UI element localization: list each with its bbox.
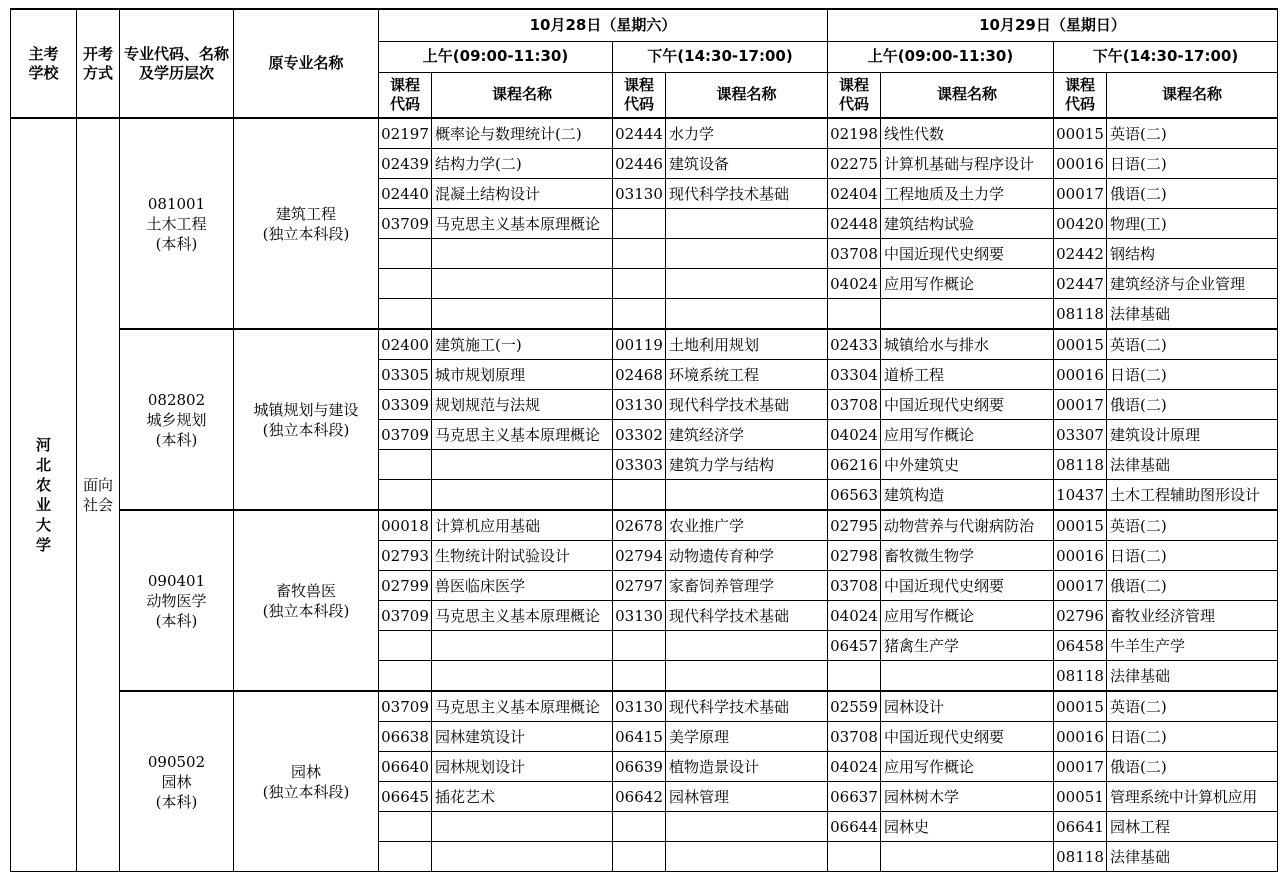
course-code: 03309 [379, 390, 432, 420]
course-name: 法律基础 [1107, 299, 1278, 330]
course-code: 06458 [1054, 631, 1107, 661]
course-code: 06638 [379, 722, 432, 752]
course-name: 管理系统中计算机应用 [1107, 782, 1278, 812]
course-name: 中国近现代史纲要 [881, 390, 1054, 420]
course-name [432, 299, 613, 330]
course-name: 土木工程辅助图形设计 [1107, 480, 1278, 511]
major-name: 土木工程 [146, 214, 207, 233]
major-name: 园林 [161, 772, 192, 791]
course-name: 中国近现代史纲要 [881, 571, 1054, 601]
course-name: 英语(二) [1107, 329, 1278, 360]
course-name [666, 812, 828, 842]
orig-name: 畜牧兽医 [275, 581, 336, 600]
course-name: 物理(工) [1107, 209, 1278, 239]
course-name: 兽医临床医学 [432, 571, 613, 601]
header-course-name: 课程名称 [432, 72, 613, 118]
course-code [379, 842, 432, 872]
header-day1-am: 上午(09:00-11:30) [379, 41, 613, 72]
orig-major-cell [234, 510, 379, 691]
course-code: 00016 [1054, 360, 1107, 390]
course-name: 生物统计附试验设计 [432, 541, 613, 571]
course-name: 插花艺术 [432, 782, 613, 812]
course-code: 06216 [828, 450, 881, 480]
header-day2-pm: 下午(14:30-17:00) [1054, 41, 1278, 72]
course-name [666, 480, 828, 511]
course-code: 08118 [1054, 299, 1107, 330]
course-code: 02439 [379, 149, 432, 179]
course-name: 规划规范与法规 [432, 390, 613, 420]
course-name: 法律基础 [1107, 842, 1278, 872]
course-name: 工程地质及土力学 [881, 179, 1054, 209]
course-name [666, 299, 828, 330]
major-name: 动物医学 [146, 591, 207, 610]
course-name: 钢结构 [1107, 239, 1278, 269]
course-name: 中国近现代史纲要 [881, 722, 1054, 752]
course-name: 现代科学技术基础 [666, 601, 828, 631]
course-code: 02795 [828, 510, 881, 541]
course-code: 04024 [828, 420, 881, 450]
course-code: 02559 [828, 691, 881, 722]
school-name: 河北农业大学 [35, 436, 51, 554]
course-code: 03303 [613, 450, 666, 480]
course-name: 马克思主义基本原理概论 [432, 691, 613, 722]
major-cell [120, 691, 234, 872]
course-name: 日语(二) [1107, 149, 1278, 179]
course-name: 建筑结构试验 [881, 209, 1054, 239]
course-code: 02798 [828, 541, 881, 571]
course-code: 03302 [613, 420, 666, 450]
course-name: 现代科学技术基础 [666, 691, 828, 722]
course-code [613, 239, 666, 269]
course-name: 英语(二) [1107, 691, 1278, 722]
major-code: 081001 [147, 194, 206, 213]
course-code: 00119 [613, 329, 666, 360]
major-cell [120, 329, 234, 510]
course-code: 06639 [613, 752, 666, 782]
major-name: 城乡规划 [146, 410, 207, 429]
course-name: 建筑施工(一) [432, 329, 613, 360]
course-name: 园林工程 [1107, 812, 1278, 842]
course-name: 园林设计 [881, 691, 1054, 722]
course-code [379, 812, 432, 842]
header-orig-major: 原专业名称 [234, 9, 379, 118]
course-name [881, 842, 1054, 872]
header-day1: 10月28日（星期六） [379, 9, 828, 41]
course-name: 中外建筑史 [881, 450, 1054, 480]
course-name: 园林管理 [666, 782, 828, 812]
course-name [432, 269, 613, 299]
orig-major-cell [234, 329, 379, 510]
course-name: 应用写作概论 [881, 752, 1054, 782]
course-name: 猪禽生产学 [881, 631, 1054, 661]
course-code: 02198 [828, 118, 881, 149]
course-name [432, 842, 613, 872]
header-course-code: 课程代码 [613, 72, 666, 118]
course-name [666, 269, 828, 299]
exam-mode: 面向社会 [82, 476, 113, 514]
course-name: 马克思主义基本原理概论 [432, 209, 613, 239]
course-code: 06641 [1054, 812, 1107, 842]
major-code: 090502 [147, 752, 206, 771]
course-code [613, 480, 666, 511]
course-code [379, 239, 432, 269]
course-name [666, 661, 828, 692]
header-course-name: 课程名称 [881, 72, 1054, 118]
orig-major-cell [234, 691, 379, 872]
level: (本科) [155, 430, 198, 449]
course-name: 农业推广学 [666, 510, 828, 541]
course-name [881, 299, 1054, 330]
course-name [666, 239, 828, 269]
header-school: 主考学校 [11, 9, 77, 118]
course-code [613, 269, 666, 299]
course-name [881, 661, 1054, 692]
course-code: 03708 [828, 571, 881, 601]
course-name [432, 239, 613, 269]
course-name: 现代科学技术基础 [666, 179, 828, 209]
course-code: 03130 [613, 601, 666, 631]
course-code: 02468 [613, 360, 666, 390]
course-name: 俄语(二) [1107, 390, 1278, 420]
course-name: 日语(二) [1107, 541, 1278, 571]
orig-note: (独立本科段) [262, 420, 350, 439]
course-name: 日语(二) [1107, 360, 1278, 390]
course-code [828, 661, 881, 692]
course-name: 美学原理 [666, 722, 828, 752]
course-code: 03709 [379, 601, 432, 631]
course-name: 日语(二) [1107, 722, 1278, 752]
table-row [11, 118, 1278, 149]
course-name: 家畜饲养管理学 [666, 571, 828, 601]
course-code: 03130 [613, 390, 666, 420]
course-code: 08118 [1054, 842, 1107, 872]
course-name: 应用写作概论 [881, 420, 1054, 450]
course-code [613, 661, 666, 692]
course-code: 00017 [1054, 390, 1107, 420]
course-name [432, 812, 613, 842]
course-code: 02448 [828, 209, 881, 239]
course-code: 00420 [1054, 209, 1107, 239]
course-name: 法律基础 [1107, 450, 1278, 480]
header-course-name: 课程名称 [1107, 72, 1278, 118]
orig-note: (独立本科段) [262, 782, 350, 801]
course-code: 02793 [379, 541, 432, 571]
course-name: 动物遗传育种学 [666, 541, 828, 571]
course-name: 环境系统工程 [666, 360, 828, 390]
course-name: 土地利用规划 [666, 329, 828, 360]
course-code: 00051 [1054, 782, 1107, 812]
course-code: 06457 [828, 631, 881, 661]
header-day1-pm: 下午(14:30-17:00) [613, 41, 828, 72]
major-code: 082802 [147, 390, 206, 409]
course-code: 00015 [1054, 329, 1107, 360]
course-name: 计算机应用基础 [432, 510, 613, 541]
course-name: 英语(二) [1107, 510, 1278, 541]
course-code: 03307 [1054, 420, 1107, 450]
course-code: 00015 [1054, 118, 1107, 149]
course-name: 马克思主义基本原理概论 [432, 420, 613, 450]
course-code [379, 480, 432, 511]
course-code: 06637 [828, 782, 881, 812]
course-code: 00018 [379, 510, 432, 541]
course-name [432, 480, 613, 511]
course-code: 08118 [1054, 450, 1107, 480]
level: (本科) [155, 792, 198, 811]
header-course-code: 课程代码 [1054, 72, 1107, 118]
course-code: 02197 [379, 118, 432, 149]
course-code [379, 661, 432, 692]
course-code [379, 299, 432, 330]
course-code [613, 299, 666, 330]
course-code: 02275 [828, 149, 881, 179]
course-name: 中国近现代史纲要 [881, 239, 1054, 269]
course-name: 应用写作概论 [881, 601, 1054, 631]
course-name [432, 450, 613, 480]
major-code: 090401 [147, 571, 206, 590]
course-code: 06415 [613, 722, 666, 752]
course-name [666, 631, 828, 661]
course-code: 02400 [379, 329, 432, 360]
orig-name: 城镇规划与建设 [253, 400, 359, 419]
course-code: 08118 [1054, 661, 1107, 692]
course-name: 园林规划设计 [432, 752, 613, 782]
course-name [432, 631, 613, 661]
course-code: 03305 [379, 360, 432, 390]
course-code: 06644 [828, 812, 881, 842]
table-row [11, 329, 1278, 360]
course-code: 02799 [379, 571, 432, 601]
course-name: 建筑力学与结构 [666, 450, 828, 480]
course-name: 建筑设备 [666, 149, 828, 179]
course-code: 00017 [1054, 571, 1107, 601]
course-name: 畜牧微生物学 [881, 541, 1054, 571]
course-code: 03708 [828, 239, 881, 269]
course-code: 00017 [1054, 752, 1107, 782]
course-name: 城市规划原理 [432, 360, 613, 390]
orig-note: (独立本科段) [262, 224, 350, 243]
course-code: 02797 [613, 571, 666, 601]
course-name: 建筑经济学 [666, 420, 828, 450]
course-code: 00017 [1054, 179, 1107, 209]
course-code: 02440 [379, 179, 432, 209]
course-name: 线性代数 [881, 118, 1054, 149]
exam-mode-cell [77, 118, 120, 872]
course-name: 计算机基础与程序设计 [881, 149, 1054, 179]
course-name: 英语(二) [1107, 118, 1278, 149]
course-name: 城镇给水与排水 [881, 329, 1054, 360]
course-code: 03709 [379, 691, 432, 722]
course-code: 00016 [1054, 541, 1107, 571]
exam-schedule-table [10, 8, 1278, 872]
course-name: 马克思主义基本原理概论 [432, 601, 613, 631]
course-code: 02433 [828, 329, 881, 360]
table-row [11, 510, 1278, 541]
orig-note: (独立本科段) [262, 601, 350, 620]
course-code [379, 269, 432, 299]
course-name: 结构力学(二) [432, 149, 613, 179]
orig-name: 建筑工程 [275, 204, 336, 223]
course-name: 法律基础 [1107, 661, 1278, 692]
course-name: 畜牧业经济管理 [1107, 601, 1278, 631]
course-name: 园林建筑设计 [432, 722, 613, 752]
course-code [828, 842, 881, 872]
course-code: 02404 [828, 179, 881, 209]
major-cell [120, 510, 234, 691]
course-code: 00016 [1054, 722, 1107, 752]
course-name [666, 842, 828, 872]
course-name: 现代科学技术基础 [666, 390, 828, 420]
course-name: 动物营养与代谢病防治 [881, 510, 1054, 541]
schedule-body [11, 118, 1278, 872]
course-code: 02444 [613, 118, 666, 149]
course-code: 02447 [1054, 269, 1107, 299]
course-code: 10437 [1054, 480, 1107, 511]
course-name: 水力学 [666, 118, 828, 149]
course-name: 俄语(二) [1107, 752, 1278, 782]
course-code: 03709 [379, 209, 432, 239]
course-code [613, 631, 666, 661]
course-code: 03708 [828, 722, 881, 752]
course-name: 俄语(二) [1107, 571, 1278, 601]
header-day2-am: 上午(09:00-11:30) [828, 41, 1054, 72]
course-code: 06642 [613, 782, 666, 812]
course-code: 03304 [828, 360, 881, 390]
level: (本科) [155, 234, 198, 253]
course-name [666, 209, 828, 239]
course-code: 02678 [613, 510, 666, 541]
course-name: 道桥工程 [881, 360, 1054, 390]
table-row [11, 691, 1278, 722]
course-code: 03708 [828, 390, 881, 420]
orig-name: 园林 [290, 762, 321, 781]
header-course-code: 课程代码 [379, 72, 432, 118]
course-code: 03130 [613, 691, 666, 722]
table-header [11, 9, 1278, 118]
course-name: 混凝土结构设计 [432, 179, 613, 209]
course-code: 00016 [1054, 149, 1107, 179]
school-cell [11, 118, 77, 872]
course-code [613, 842, 666, 872]
header-day2: 10月29日（星期日） [828, 9, 1278, 41]
course-name [432, 661, 613, 692]
course-name: 植物造景设计 [666, 752, 828, 782]
course-name: 建筑设计原理 [1107, 420, 1278, 450]
course-code: 02442 [1054, 239, 1107, 269]
course-code [828, 299, 881, 330]
course-name: 牛羊生产学 [1107, 631, 1278, 661]
course-code: 04024 [828, 752, 881, 782]
course-name: 应用写作概论 [881, 269, 1054, 299]
course-code: 04024 [828, 601, 881, 631]
header-mode: 开考方式 [77, 9, 120, 118]
course-code: 03709 [379, 420, 432, 450]
course-code [379, 450, 432, 480]
course-code: 02446 [613, 149, 666, 179]
course-code [613, 812, 666, 842]
course-name: 建筑构造 [881, 480, 1054, 511]
course-code: 06645 [379, 782, 432, 812]
course-code: 00015 [1054, 691, 1107, 722]
course-code: 02796 [1054, 601, 1107, 631]
orig-major-cell [234, 118, 379, 329]
header-course-code: 课程代码 [828, 72, 881, 118]
course-name: 建筑经济与企业管理 [1107, 269, 1278, 299]
course-code: 06640 [379, 752, 432, 782]
course-code: 00015 [1054, 510, 1107, 541]
level: (本科) [155, 611, 198, 630]
course-code [613, 209, 666, 239]
course-code: 02794 [613, 541, 666, 571]
header-major: 专业代码、名称及学历层次 [120, 9, 234, 118]
course-name: 园林树木学 [881, 782, 1054, 812]
course-name: 概率论与数理统计(二) [432, 118, 613, 149]
course-code: 03130 [613, 179, 666, 209]
major-cell [120, 118, 234, 329]
course-name: 园林史 [881, 812, 1054, 842]
header-course-name: 课程名称 [666, 72, 828, 118]
course-code: 04024 [828, 269, 881, 299]
course-name: 俄语(二) [1107, 179, 1278, 209]
course-code [379, 631, 432, 661]
course-code: 06563 [828, 480, 881, 511]
